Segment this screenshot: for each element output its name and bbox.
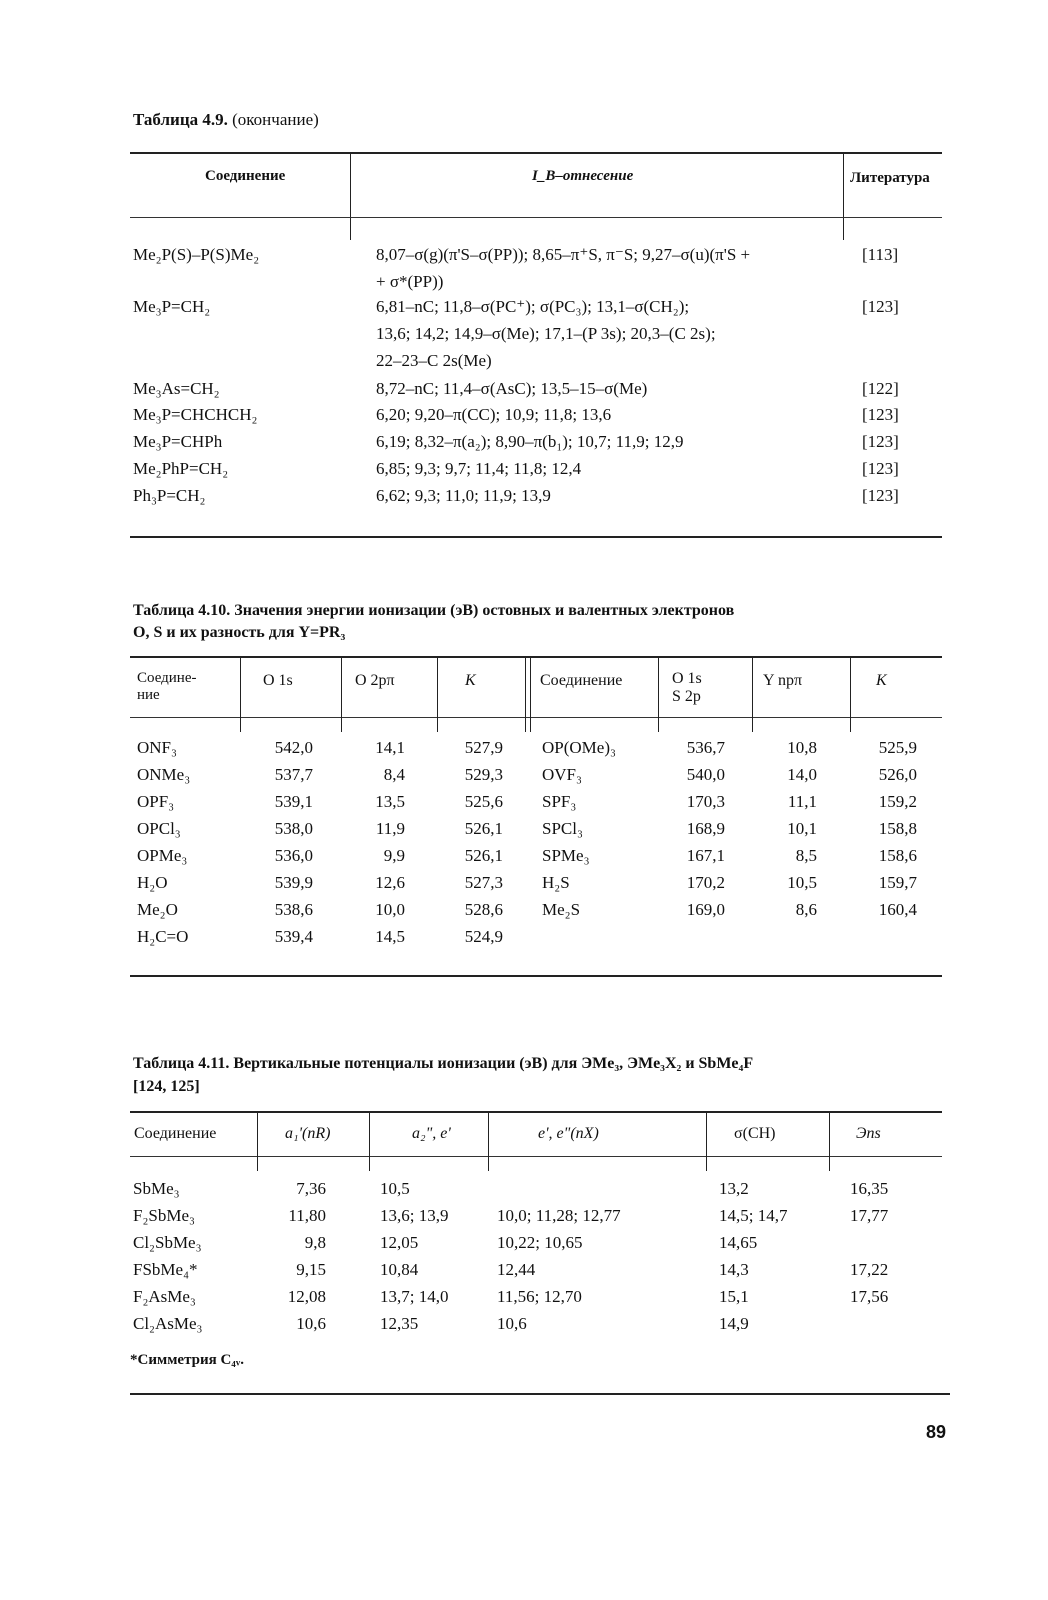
t2-header-o2p: O 2pπ: [355, 672, 395, 689]
t2-left-o1s-cell: 542,0: [274, 738, 313, 757]
t1-compound-cell: Me₂PhP=CH₂: [133, 459, 229, 478]
t3-a1-cell: 7,36: [296, 1179, 326, 1198]
t2-left-k-cell: 528,6: [464, 900, 503, 919]
t3-col-div-5: [829, 1111, 830, 1171]
t3-a1-cell: 12,08: [287, 1287, 326, 1306]
t3-compound-cell: Cl₂SbMe₃: [133, 1233, 202, 1252]
t2-left-o2p-cell: 14,5: [375, 927, 405, 946]
t2-right-k-cell: 526,0: [878, 765, 917, 784]
t1-header-compound: Соединение: [205, 168, 286, 184]
t1-compound-cell: Me₃P=CH₂: [133, 297, 211, 316]
t2-right-o1s-cell: 540,0: [686, 765, 725, 784]
t1-col-divider-1: [350, 152, 351, 240]
t2-header-k-right: K: [876, 672, 887, 689]
t3-ee-cell: 10,22; 10,65: [497, 1233, 583, 1252]
t2-right-ynp-cell: 10,8: [787, 738, 817, 757]
t3-a2e-cell: 10,84: [380, 1260, 419, 1279]
t1-assignment-cell: 6,81–nC; 11,8–σ(PC⁺); σ(PC₃); 13,1–σ(CH₂);: [376, 297, 690, 316]
t3-a1-cell: 9,15: [296, 1260, 326, 1279]
t2-left-compound-cell: Me₂O: [137, 900, 178, 919]
t2-left-k-cell: 526,1: [464, 819, 503, 838]
t3-a1-cell: 10,6: [296, 1314, 326, 1333]
t3-sigma-ch-cell: 15,1: [719, 1287, 749, 1306]
t1-assignment-cell: 6,19; 8,32–π(a₂); 8,90–π(b₁); 10,7; 11,9; 12,9: [376, 432, 684, 451]
t2-right-compound-cell: OP(OMe)₃: [542, 738, 616, 757]
t1-assignment-cell: 6,62; 9,3; 11,0; 11,9; 13,9: [376, 486, 551, 505]
t1-compound-cell: Me₂P(S)–P(S)Me₂: [133, 245, 260, 264]
t3-e-ns-cell: 17,77: [850, 1206, 889, 1225]
t2-right-k-cell: 525,9: [878, 738, 917, 757]
t3-a2e-cell: 13,6; 13,9: [380, 1206, 449, 1225]
t2-left-k-cell: 527,9: [464, 738, 503, 757]
t1-assignment-cont-cell: 13,6; 14,2; 14,9–σ(Me); 17,1–(P 3s); 20,3–(C 2s);: [376, 324, 716, 343]
t2-left-o1s-cell: 539,1: [274, 792, 313, 811]
t3-header-ee: e', e"(nX): [538, 1125, 599, 1142]
t3-top-rule: [130, 1111, 942, 1113]
page-bottom-rule: [130, 1393, 950, 1395]
t2-right-compound-cell: SPMe₃: [542, 846, 590, 865]
table-4-10-caption-line2: O, S и их разность для Y=PR₃: [133, 624, 346, 641]
t2-col-div-6: [752, 656, 753, 732]
t2-header-ynp: Y npπ: [763, 672, 803, 689]
t2-right-o1s-cell: 167,1: [686, 846, 725, 865]
t3-col-div-1: [257, 1111, 258, 1171]
t1-assignment-cont-cell: 22–23–C 2s(Me): [376, 351, 492, 370]
t2-left-k-cell: 525,6: [464, 792, 503, 811]
t2-left-o2p-cell: 9,9: [383, 846, 405, 865]
t1-reference-cell: [123]: [862, 405, 899, 424]
t1-assignment-cell: 6,85; 9,3; 9,7; 11,4; 11,8; 12,4: [376, 459, 582, 478]
t1-compound-cell: Me₃As=CH₂: [133, 379, 220, 398]
t1-assignment-cell: 6,20; 9,20–π(CC); 10,9; 11,8; 13,6: [376, 405, 612, 424]
t2-left-compound-cell: OPCl₃: [137, 819, 181, 838]
t3-header-a2e: a₂", e': [412, 1125, 451, 1142]
t1-col-divider-2: [843, 152, 844, 240]
t1-header-assignment: I_B–отнесение: [532, 168, 634, 184]
t1-header-rule: [130, 217, 942, 218]
t3-e-ns-cell: 17,22: [850, 1260, 889, 1279]
t3-header-compound: Соединение: [134, 1125, 217, 1142]
t3-sigma-ch-cell: 13,2: [719, 1179, 749, 1198]
t3-compound-cell: F₂AsMe₃: [133, 1287, 196, 1306]
t2-right-o1s-cell: 168,9: [686, 819, 725, 838]
t3-compound-cell: F₂SbMe₃: [133, 1206, 195, 1225]
t2-right-o1s-cell: 170,2: [686, 873, 725, 892]
t3-ee-cell: 10,0; 11,28; 12,77: [497, 1206, 621, 1225]
t1-reference-cell: [123]: [862, 297, 899, 316]
page-number: 89: [926, 1422, 947, 1442]
t2-left-compound-cell: OPF₃: [137, 792, 175, 811]
t3-sigma-ch-cell: 14,9: [719, 1314, 749, 1333]
t3-a2e-cell: 13,7; 14,0: [380, 1287, 449, 1306]
t2-right-k-cell: 159,7: [878, 873, 917, 892]
t1-reference-cell: [113]: [862, 245, 899, 264]
t2-col-div-4a: [525, 656, 526, 732]
t2-header-o1s-s2p: O 1s S 2p: [672, 670, 702, 705]
t1-reference-cell: [123]: [862, 432, 899, 451]
t2-right-o1s-cell: 536,7: [686, 738, 725, 757]
t2-right-k-cell: 158,6: [878, 846, 917, 865]
t3-a2e-cell: 10,5: [380, 1179, 410, 1198]
table-4-11-caption-line2: [124, 125]: [133, 1078, 200, 1095]
t3-col-div-3: [488, 1111, 489, 1171]
t3-sigma-ch-cell: 14,65: [719, 1233, 758, 1252]
table-4-9-caption: Таблица 4.9. (окончание): [133, 110, 319, 129]
t3-a1-cell: 9,8: [304, 1233, 326, 1252]
t3-header-e-ns: Эns: [856, 1125, 881, 1142]
t2-left-compound-cell: H₂O: [137, 873, 168, 892]
t3-a2e-cell: 12,05: [380, 1233, 419, 1252]
t2-left-o2p-cell: 8,4: [383, 765, 405, 784]
t2-left-o2p-cell: 11,9: [375, 819, 405, 838]
t1-compound-cell: Me₃P=CHPh: [133, 432, 223, 451]
t3-e-ns-cell: 17,56: [850, 1287, 889, 1306]
t2-left-k-cell: 529,3: [464, 765, 503, 784]
t2-left-compound-cell: OPMe₃: [137, 846, 188, 865]
t2-header-compound-right: Соединение: [540, 672, 623, 689]
t2-left-k-cell: 524,9: [464, 927, 503, 946]
t3-col-div-4: [706, 1111, 707, 1171]
t3-header-sigma-ch: σ(CH): [734, 1125, 776, 1142]
t2-left-k-cell: 526,1: [464, 846, 503, 865]
t1-compound-cell: Ph₃P=CH₂: [133, 486, 206, 505]
t3-a1-cell: 11,80: [288, 1206, 326, 1225]
t2-right-ynp-cell: 10,1: [787, 819, 817, 838]
t3-e-ns-cell: 16,35: [850, 1179, 889, 1198]
t2-right-ynp-cell: 14,0: [787, 765, 817, 784]
t1-bottom-rule: [130, 536, 942, 538]
t2-col-div-7: [850, 656, 851, 732]
t2-right-k-cell: 159,2: [878, 792, 917, 811]
t2-right-k-cell: 158,8: [878, 819, 917, 838]
table-4-11-caption-line1: Таблица 4.11. Вертикальные потенциалы ионизации (эВ) для ЭMe₃, ЭMe₃X₂ и SbMe₄F: [133, 1055, 754, 1072]
t3-header-rule: [130, 1156, 942, 1157]
t2-left-o1s-cell: 538,0: [274, 819, 313, 838]
t2-left-o2p-cell: 10,0: [375, 900, 405, 919]
t3-ee-cell: 12,44: [497, 1260, 536, 1279]
t2-right-compound-cell: SPF₃: [542, 792, 577, 811]
t2-left-k-cell: 527,3: [464, 873, 503, 892]
t1-assignment-cont-cell: + σ*(PP)): [376, 272, 444, 291]
t2-right-compound-cell: H₂S: [542, 873, 570, 892]
t2-header-o1s-left: O 1s: [263, 672, 293, 689]
t2-col-div-4b: [530, 656, 531, 732]
t1-reference-cell: [122]: [862, 379, 899, 398]
t1-header-reference: Литература: [850, 170, 930, 186]
table-4-10-caption-line1: Таблица 4.10. Значения энергии ионизации (эВ) остовных и валентных электронов: [133, 602, 735, 619]
t3-compound-cell: Cl₂AsMe₃: [133, 1314, 203, 1333]
t1-reference-cell: [123]: [862, 459, 899, 478]
t3-ee-cell: 11,56; 12,70: [497, 1287, 582, 1306]
t3-ee-cell: 10,6: [497, 1314, 527, 1333]
t2-left-o1s-cell: 539,9: [274, 873, 313, 892]
t3-a2e-cell: 12,35: [380, 1314, 419, 1333]
t2-header-k-left: K: [465, 672, 476, 689]
t2-left-compound-cell: ONMe₃: [137, 765, 191, 784]
t3-compound-cell: FSbMe₄*: [133, 1260, 198, 1279]
t2-top-rule: [130, 656, 942, 658]
t2-left-o1s-cell: 537,7: [274, 765, 313, 784]
t2-col-div-3: [437, 656, 438, 732]
t1-reference-cell: [123]: [862, 486, 899, 505]
t2-col-div-5: [658, 656, 659, 732]
t1-top-rule: [130, 152, 942, 154]
t2-right-k-cell: 160,4: [878, 900, 917, 919]
t2-left-o2p-cell: 14,1: [375, 738, 405, 757]
t3-header-a1: a₁'(nR): [285, 1125, 331, 1142]
t2-right-compound-cell: Me₂S: [542, 900, 581, 919]
t2-col-div-2: [341, 656, 342, 732]
t2-left-compound-cell: H₂C=O: [137, 927, 189, 946]
t3-col-div-2: [369, 1111, 370, 1171]
t2-left-o1s-cell: 539,4: [274, 927, 313, 946]
t3-footnote: *Симметрия C₄ᵥ.: [130, 1352, 245, 1368]
t2-right-ynp-cell: 11,1: [787, 792, 817, 811]
t1-assignment-cell: 8,72–nC; 11,4–σ(AsC); 13,5–15–σ(Me): [376, 379, 648, 398]
t3-sigma-ch-cell: 14,5; 14,7: [719, 1206, 788, 1225]
t2-col-div-1: [240, 656, 241, 732]
t2-bottom-rule: [130, 975, 942, 977]
t2-right-o1s-cell: 169,0: [686, 900, 725, 919]
t2-right-ynp-cell: 8,5: [795, 846, 817, 865]
t2-right-ynp-cell: 10,5: [787, 873, 817, 892]
t2-right-o1s-cell: 170,3: [686, 792, 725, 811]
t2-left-o1s-cell: 538,6: [274, 900, 313, 919]
t3-compound-cell: SbMe₃: [133, 1179, 180, 1198]
t3-sigma-ch-cell: 14,3: [719, 1260, 749, 1279]
t2-left-compound-cell: ONF₃: [137, 738, 177, 757]
t2-left-o2p-cell: 13,5: [375, 792, 405, 811]
t2-right-compound-cell: SPCl₃: [542, 819, 583, 838]
t1-assignment-cell: 8,07–σ(g)(π'S–σ(PP)); 8,65–π⁺S, π⁻S; 9,27–σ(u)(π'S +: [376, 245, 751, 264]
t2-left-o1s-cell: 536,0: [274, 846, 313, 865]
t2-header-compound-left: Соедине- ние: [137, 670, 197, 703]
t2-right-compound-cell: OVF₃: [542, 765, 582, 784]
t1-compound-cell: Me₃P=CHCHCH₂: [133, 405, 258, 424]
t2-header-rule: [130, 717, 942, 718]
t2-left-o2p-cell: 12,6: [375, 873, 405, 892]
t2-right-ynp-cell: 8,6: [795, 900, 817, 919]
